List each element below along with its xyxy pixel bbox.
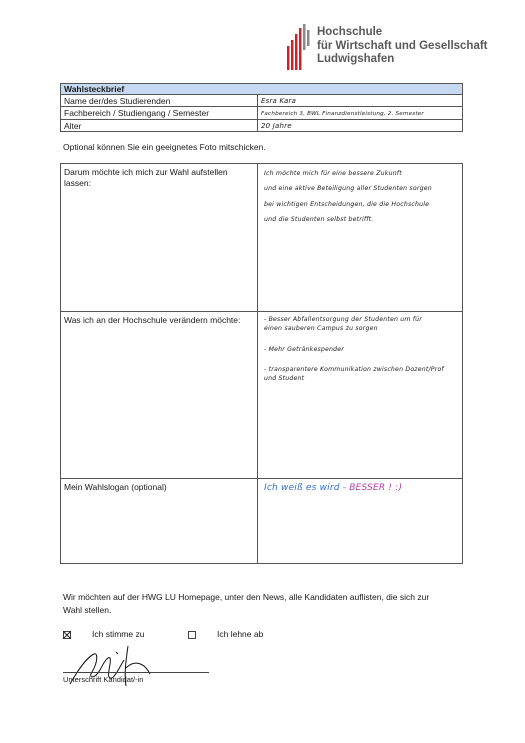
- profile-table-header: [61, 84, 463, 95]
- changes-line: einen sauberen Campus zu sorgen: [264, 325, 378, 332]
- changes-line: - transparentere Kommunikation zwischen Dozent/Prof: [264, 366, 444, 373]
- slogan-part-purple: BESSER ! :): [349, 483, 403, 493]
- check-x-icon: [63, 631, 71, 639]
- signature-label: Unterschrift Kandidat/-in: [63, 675, 144, 684]
- candidate-form: [60, 163, 463, 564]
- slogan-part-blue: Ich weiß es wird -: [264, 483, 350, 493]
- logo-line-1: Hochschule: [317, 26, 383, 38]
- signature-line: [63, 672, 209, 673]
- department-value: Fachbereich 3, BWL Finanzdienstleistung, 2. Semester: [261, 111, 424, 117]
- section-slogan: [61, 478, 462, 565]
- age-label: Alter: [61, 120, 258, 132]
- name-label: Name der/des Studierenden: [61, 95, 258, 107]
- homepage-notice: Wir möchten auf der HWG LU Homepage, unter den News, alle Kandidaten auflisten, die sich zur Wahl stellen.: [63, 592, 430, 615]
- changes-line: - Mehr Getränkespender: [264, 346, 345, 353]
- decline-checkbox[interactable]: [188, 631, 196, 639]
- profile-table-title: Wahlsteckbrief: [61, 84, 463, 95]
- motivation-label: Darum möchte ich mich zur Wahl aufstellen lassen:: [64, 167, 228, 188]
- section-changes: [61, 311, 462, 478]
- changes-line: und Student: [264, 375, 305, 382]
- logo-line-2: für Wirtschaft und Gesellschaft: [317, 39, 488, 52]
- table-row: [61, 120, 463, 132]
- name-field[interactable]: [258, 95, 463, 107]
- logo-line-3: Ludwigshafen: [317, 53, 395, 65]
- agree-checkbox[interactable]: [63, 631, 71, 639]
- motivation-line: und die Studenten selbst betrifft.: [264, 216, 374, 223]
- name-value: Esra Kara: [261, 97, 297, 105]
- optional-photo-note: Optional können Sie ein geeignetes Foto mitschicken.: [63, 142, 266, 152]
- university-logo: [287, 24, 487, 84]
- department-label: Fachbereich / Studiengang / Semester: [61, 107, 258, 120]
- motivation-line: und eine aktive Beteiligung aller Studenten sorgen: [264, 185, 432, 192]
- changes-label: Was ich an der Hochschule verändern möchte:: [64, 315, 241, 325]
- age-value: 20 Jahre: [261, 122, 292, 130]
- motivation-line: Ich möchte mich für eine bessere Zukunft: [264, 170, 402, 177]
- section-motivation: [61, 164, 462, 311]
- decline-label: Ich lehne ab: [217, 629, 264, 639]
- table-row: [61, 95, 463, 107]
- motivation-line: bei wichtigen Entscheidungen, die die Hochschule: [264, 201, 430, 208]
- department-field[interactable]: [258, 107, 463, 120]
- agree-label: Ich stimme zu: [92, 629, 145, 639]
- slogan-text: [264, 483, 402, 493]
- slogan-label: Mein Wahlslogan (optional): [64, 482, 167, 492]
- changes-line: - Besser Abfallentsorgung der Studenten um für: [264, 316, 423, 323]
- profile-table: [60, 83, 463, 132]
- logo-text: [317, 26, 488, 67]
- logo-mark-icon: [287, 24, 311, 70]
- age-field[interactable]: [258, 120, 463, 132]
- table-row: [61, 107, 463, 120]
